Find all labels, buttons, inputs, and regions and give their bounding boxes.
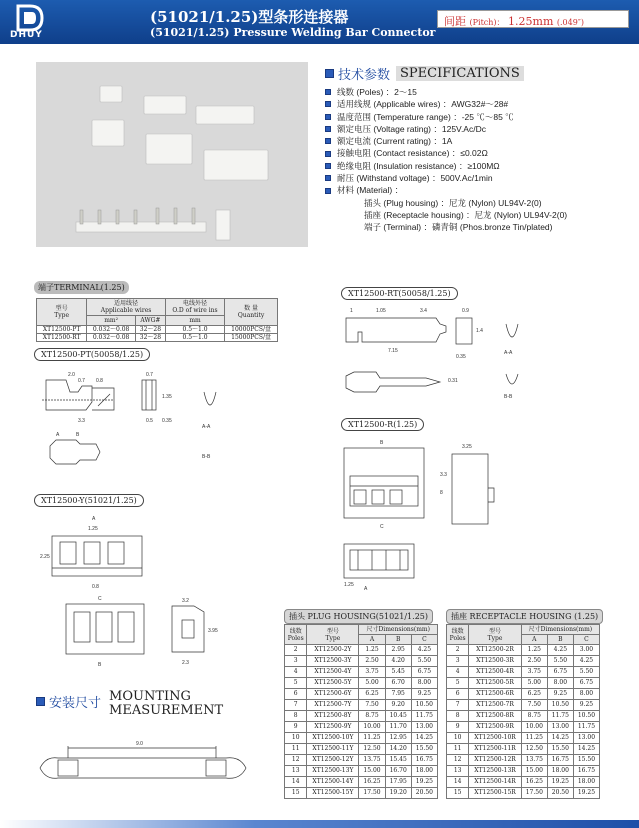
- page-title-en: (51021/1.25) Pressure Welding Bar Connector: [150, 26, 436, 39]
- mounting-heading: [36, 690, 223, 718]
- table-cell: 9.20: [385, 700, 411, 711]
- dim-label: 1.4: [476, 328, 483, 334]
- table-cell: 17.50: [359, 788, 385, 799]
- table-cell: XT12500-2R: [469, 645, 521, 656]
- y-plug-drawing: [36, 512, 236, 672]
- spec-text: 材料 (Material) ：: [337, 185, 404, 196]
- section-label: A-A: [504, 350, 513, 356]
- square-bullet-icon: [325, 69, 334, 78]
- table-cell: XT12500-8Y: [307, 711, 359, 722]
- table-row: XT12500-PT 0.032～0.08 32～28 0.5～1.0 10000PCS/盘: [37, 326, 278, 334]
- table-cell: 3: [447, 656, 469, 667]
- spec-list: [325, 86, 567, 234]
- square-bullet-icon: [325, 101, 331, 107]
- table-cell: XT12500-7Y: [307, 700, 359, 711]
- table-row: [447, 667, 600, 678]
- table-header: mm: [165, 316, 224, 326]
- table-cell: 12.50: [521, 744, 547, 755]
- section-label: B-B: [202, 454, 211, 460]
- table-row: [285, 788, 438, 799]
- table-row: [447, 711, 600, 722]
- rt-terminal-drawing: [336, 302, 536, 402]
- table-cell: 10.00: [359, 722, 385, 733]
- table-cell: 9: [447, 722, 469, 733]
- page-header: [0, 0, 639, 44]
- table-cell: 10.45: [385, 711, 411, 722]
- table-cell: 2: [447, 645, 469, 656]
- spec-title-cn: 技术参数: [338, 67, 391, 82]
- table-cell: XT12500-4R: [469, 667, 521, 678]
- table-cell: 4.25: [547, 645, 573, 656]
- table-header: 型号 Type: [469, 625, 521, 645]
- spec-item: [325, 86, 567, 98]
- table-cell: 9.25: [573, 700, 599, 711]
- table-cell: 18.00: [547, 766, 573, 777]
- dim-label: 2.0: [68, 372, 75, 378]
- table-cell: 10: [447, 733, 469, 744]
- table-cell: 6.75: [547, 667, 573, 678]
- y-label: XT12500-Y(51021/1.25): [34, 494, 144, 507]
- table-header: B: [385, 635, 411, 645]
- spec-text: 额定电压 (Voltage rating) ：125V.Ac/Dc: [337, 123, 486, 134]
- table-cell: 11.75: [411, 711, 437, 722]
- spec-text: 线数 (Poles) ：2～15: [337, 87, 417, 97]
- table-header: 数 量 Quantity: [225, 299, 278, 326]
- table-row: [285, 766, 438, 777]
- square-bullet-icon: [325, 163, 331, 169]
- table-cell: 14.20: [385, 744, 411, 755]
- table-header: 线数 Poles: [285, 625, 307, 645]
- table-cell: 15.00: [521, 766, 547, 777]
- table-cell: XT12500-3R: [469, 656, 521, 667]
- table-cell: 17.50: [521, 788, 547, 799]
- table-cell: 19.25: [547, 777, 573, 788]
- dim-label: 8: [440, 490, 443, 496]
- table-cell: 16.75: [547, 755, 573, 766]
- table-cell: XT12500-9Y: [307, 722, 359, 733]
- square-bullet-icon: [325, 175, 331, 181]
- table-cell: 4: [285, 667, 307, 678]
- material-item: 插头 (Plug housing) ：尼龙 (Nylon) UL94V-2(0): [364, 197, 542, 208]
- table-cell: XT12500-12R: [469, 755, 521, 766]
- dim-label: 0.35: [162, 418, 172, 424]
- table-cell: 11.75: [573, 722, 599, 733]
- table-cell: 10: [285, 733, 307, 744]
- table-row: [447, 788, 600, 799]
- logo-text: DHUY: [10, 30, 43, 40]
- table-cell: 20.50: [547, 788, 573, 799]
- mounting-title-en: MOUNTING: [109, 689, 191, 704]
- table-cell: 14.25: [547, 733, 573, 744]
- mounting-drawing: [36, 738, 256, 808]
- dim-label: 0.31: [448, 378, 458, 384]
- dim-label: 0.7: [146, 372, 153, 378]
- table-row: [447, 678, 600, 689]
- table-cell: 17.95: [385, 777, 411, 788]
- table-cell: 11.25: [359, 733, 385, 744]
- square-bullet-icon: [325, 151, 331, 157]
- table-cell: XT12500-7R: [469, 700, 521, 711]
- table-cell: XT12500-11R: [469, 744, 521, 755]
- table-cell: 5: [285, 678, 307, 689]
- table-cell: 13.00: [573, 733, 599, 744]
- table-cell: XT12500-13R: [469, 766, 521, 777]
- spec-text: 额定电流 (Current rating) ：1A: [337, 136, 453, 147]
- mounting-title-cn: 安装尺寸: [49, 695, 102, 710]
- dim-label: A: [92, 516, 96, 522]
- table-cell: 8.75: [359, 711, 385, 722]
- pitch-value: 1.25mm: [508, 15, 554, 28]
- table-row: [285, 656, 438, 667]
- table-cell: 5: [447, 678, 469, 689]
- pt-terminal-drawing: [34, 366, 234, 476]
- section-label: B-B: [504, 394, 513, 400]
- table-cell: 6.25: [521, 689, 547, 700]
- table-header: 尺寸Dimensions(mm): [359, 625, 438, 635]
- table-cell: 15.45: [385, 755, 411, 766]
- table-cell: 3.75: [521, 667, 547, 678]
- table-row: [447, 645, 600, 656]
- table-header: 电线外径 O.D of wire ins: [165, 299, 224, 316]
- table-row: [447, 755, 600, 766]
- table-cell: 8: [447, 711, 469, 722]
- table-header: C: [411, 635, 437, 645]
- table-header: B: [547, 635, 573, 645]
- table-cell: XT12500-5R: [469, 678, 521, 689]
- table-cell: 15: [285, 788, 307, 799]
- dim-label: B: [380, 440, 384, 446]
- table-row: [447, 777, 600, 788]
- table-cell: 13.75: [521, 755, 547, 766]
- table-cell: 9.25: [411, 689, 437, 700]
- table-cell: XT12500-10R: [469, 733, 521, 744]
- table-cell: XT12500-2Y: [307, 645, 359, 656]
- table-header: 型号 Type: [37, 299, 87, 326]
- table-cell: 20.50: [411, 788, 437, 799]
- dim-label: 0.35: [456, 354, 466, 360]
- dim-label: 1.25: [344, 582, 354, 588]
- table-row: [285, 755, 438, 766]
- specifications-heading: [325, 64, 524, 83]
- table-cell: 16.75: [573, 766, 599, 777]
- table-cell: 6: [285, 689, 307, 700]
- connector-illustration: [36, 62, 308, 247]
- table-cell: 4.25: [411, 645, 437, 656]
- pitch-label: (Pitch)：: [469, 18, 505, 27]
- spec-title-en: SPECIFICATIONS: [396, 66, 524, 81]
- pitch-cn: 间距: [444, 15, 466, 28]
- square-bullet-icon: [325, 89, 331, 95]
- table-header: 线数 Poles: [447, 625, 469, 645]
- dim-label: 3.25: [462, 444, 472, 450]
- table-cell: 6.25: [359, 689, 385, 700]
- table-cell: 7.50: [521, 700, 547, 711]
- table-header: A: [359, 635, 385, 645]
- table-cell: 3: [285, 656, 307, 667]
- table-cell: 8.75: [521, 711, 547, 722]
- table-cell: XT12500-5Y: [307, 678, 359, 689]
- table-cell: XT12500-12Y: [307, 755, 359, 766]
- table-cell: 7.50: [359, 700, 385, 711]
- table-cell: 13.00: [411, 722, 437, 733]
- table-cell: 12.50: [359, 744, 385, 755]
- dim-label: C: [98, 596, 102, 602]
- table-cell: 5.00: [521, 678, 547, 689]
- terminal-heading: 端子TERMINAL(1.25): [34, 281, 129, 294]
- spec-text: 耐压 (Withstand voltage) ：500V.Ac/1min: [337, 173, 493, 184]
- dim-label: 0.5: [146, 418, 153, 424]
- table-cell: 3.75: [359, 667, 385, 678]
- table-cell: 14: [285, 777, 307, 788]
- material-item: 端子 (Terminal) ：磷青铜 (Phos.bronze Tin/plated): [364, 222, 553, 233]
- table-row: [285, 678, 438, 689]
- table-row: [447, 689, 600, 700]
- table-cell: 7.95: [385, 689, 411, 700]
- table-cell: XT12500-6Y: [307, 689, 359, 700]
- table-cell: 5.45: [385, 667, 411, 678]
- spec-item: [325, 184, 567, 196]
- table-cell: 12: [285, 755, 307, 766]
- table-cell: 19.25: [573, 788, 599, 799]
- table-cell: 6: [447, 689, 469, 700]
- table-row: [285, 667, 438, 678]
- dim-label: 3.95: [208, 628, 218, 634]
- spec-item: [325, 98, 567, 110]
- table-cell: 2.95: [385, 645, 411, 656]
- table-cell: 6.70: [385, 678, 411, 689]
- table-row: [285, 700, 438, 711]
- dim-label: 3.3: [78, 418, 85, 424]
- dim-label: 0.8: [96, 378, 103, 384]
- spec-item: [325, 123, 567, 135]
- table-row: [447, 733, 600, 744]
- dim-label: 9.0: [136, 741, 143, 747]
- table-cell: 16.25: [359, 777, 385, 788]
- table-cell: 10.50: [411, 700, 437, 711]
- table-cell: 16.70: [385, 766, 411, 777]
- table-cell: 19.20: [385, 788, 411, 799]
- dim-label: 0.7: [78, 378, 85, 384]
- table-cell: 6.75: [411, 667, 437, 678]
- table-cell: 15.50: [547, 744, 573, 755]
- table-cell: 13.00: [547, 722, 573, 733]
- table-cell: 8.00: [547, 678, 573, 689]
- dim-label: A: [364, 586, 368, 592]
- table-header: 型号 Type: [307, 625, 359, 645]
- dim-label: 3.2: [182, 598, 189, 604]
- table-header: mm²: [87, 316, 136, 326]
- table-row: [285, 722, 438, 733]
- dim-label: 1: [350, 308, 353, 314]
- r-receptacle-drawing: [336, 436, 536, 596]
- footer-bar: [0, 820, 639, 828]
- square-bullet-icon: [325, 114, 331, 120]
- table-cell: XT12500-15Y: [307, 788, 359, 799]
- table-row: [447, 766, 600, 777]
- table-cell: 15.50: [573, 755, 599, 766]
- table-cell: 5.00: [359, 678, 385, 689]
- table-cell: XT12500-14R: [469, 777, 521, 788]
- table-cell: 9.25: [547, 689, 573, 700]
- table-cell: 14.25: [573, 744, 599, 755]
- dim-label: 1.35: [162, 394, 172, 400]
- section-label: A-A: [202, 424, 211, 430]
- table-header: A: [521, 635, 547, 645]
- table-cell: 12.95: [385, 733, 411, 744]
- table-cell: XT12500-3Y: [307, 656, 359, 667]
- table-cell: 11.70: [385, 722, 411, 733]
- dim-label: 1.25: [88, 526, 98, 532]
- dim-label: 0.8: [92, 584, 99, 590]
- table-cell: 11: [285, 744, 307, 755]
- spec-text: 绝缘电阻 (Insulation resistance) ：≥100MΩ: [337, 160, 500, 171]
- table-cell: 7: [285, 700, 307, 711]
- table-row: [285, 645, 438, 656]
- mounting-title-en: MEASUREMENT: [109, 703, 224, 718]
- table-cell: 2: [285, 645, 307, 656]
- table-row: [285, 744, 438, 755]
- table-cell: 4.20: [385, 656, 411, 667]
- table-cell: 8: [285, 711, 307, 722]
- table-cell: XT12500-13Y: [307, 766, 359, 777]
- spec-text: 接触电阻 (Contact resistance) ：≤0.02Ω: [337, 148, 488, 159]
- page-title-cn: (51021/1.25)型条形连接器: [150, 8, 349, 26]
- r-label: XT12500-R(1.25): [341, 418, 424, 431]
- dim-label: 0.9: [462, 308, 469, 314]
- table-cell: 6.75: [573, 678, 599, 689]
- spec-text: 适用线规 (Applicable wires) ：AWG32#～28#: [337, 99, 509, 110]
- table-cell: 8.00: [411, 678, 437, 689]
- table-cell: 5.50: [573, 667, 599, 678]
- table-cell: XT12500-8R: [469, 711, 521, 722]
- table-row: [285, 689, 438, 700]
- spec-item: [325, 160, 567, 172]
- table-cell: 16.25: [521, 777, 547, 788]
- table-cell: 1.25: [359, 645, 385, 656]
- table-row: [447, 744, 600, 755]
- table-cell: 18.00: [573, 777, 599, 788]
- table-cell: 1.25: [521, 645, 547, 656]
- table-cell: XT12500-10Y: [307, 733, 359, 744]
- spec-text: 温度范围 (Temperature range) ：-25 ℃～85 ℃: [337, 111, 514, 122]
- table-cell: 5.50: [411, 656, 437, 667]
- dim-label: 1.05: [376, 308, 386, 314]
- material-item: 插座 (Receptacle housing) ：尼龙 (Nylon) UL94V-2(0): [364, 209, 568, 220]
- dim-label: 2.25: [40, 554, 50, 560]
- pt-label: XT12500-PT(50058/1.25): [34, 348, 150, 361]
- plug-housing-heading: 插头 PLUG HOUSING(51021/1.25): [284, 609, 433, 624]
- table-cell: 13.75: [359, 755, 385, 766]
- table-cell: XT12500-11Y: [307, 744, 359, 755]
- table-row: [447, 700, 600, 711]
- table-cell: XT12500-6R: [469, 689, 521, 700]
- dim-label: B: [98, 662, 102, 668]
- terminal-table: [36, 298, 278, 342]
- table-cell: 18.00: [411, 766, 437, 777]
- receptacle-housing-heading: 插座 RECEPTACLE HOUSING (1.25): [446, 609, 603, 624]
- dim-label: C: [380, 524, 384, 530]
- table-cell: 5.50: [547, 656, 573, 667]
- spec-item: [325, 147, 567, 159]
- table-cell: 13: [285, 766, 307, 777]
- spec-item: [325, 135, 567, 147]
- table-cell: 19.25: [411, 777, 437, 788]
- table-cell: 7: [447, 700, 469, 711]
- square-bullet-icon: [36, 697, 45, 706]
- table-header: 适用线径 Applicable wires: [87, 299, 166, 316]
- table-cell: XT12500-9R: [469, 722, 521, 733]
- table-row: [285, 733, 438, 744]
- dim-label: 3.3: [440, 472, 447, 478]
- table-row: [447, 722, 600, 733]
- table-row: [285, 711, 438, 722]
- table-cell: 2.50: [359, 656, 385, 667]
- table-row: [285, 777, 438, 788]
- table-cell: 15: [447, 788, 469, 799]
- dim-label: 3.4: [420, 308, 427, 314]
- table-cell: 10.50: [547, 700, 573, 711]
- table-cell: 13: [447, 766, 469, 777]
- pitch-badge: [437, 10, 629, 28]
- table-cell: 15.50: [411, 744, 437, 755]
- square-bullet-icon: [325, 126, 331, 132]
- table-row: [447, 656, 600, 667]
- table-cell: XT12500-14Y: [307, 777, 359, 788]
- table-header: 尺寸Dimensions(mm): [521, 625, 599, 635]
- table-cell: 14.25: [411, 733, 437, 744]
- plug-housing-table: [284, 624, 438, 799]
- spec-item: [325, 172, 567, 184]
- table-row: XT12500-RT 0.032～0.08 32～28 0.5～1.0 15000PCS/盘: [37, 334, 278, 342]
- spec-item: [325, 111, 567, 123]
- table-header: AWG#: [135, 316, 165, 326]
- table-cell: 11: [447, 744, 469, 755]
- table-cell: XT12500-4Y: [307, 667, 359, 678]
- table-header: C: [573, 635, 599, 645]
- table-cell: 2.50: [521, 656, 547, 667]
- product-photo: [36, 62, 308, 247]
- table-cell: XT12500-15R: [469, 788, 521, 799]
- table-cell: 4.25: [573, 656, 599, 667]
- table-cell: 11.25: [521, 733, 547, 744]
- pitch-inch: (.049″): [556, 18, 584, 27]
- table-cell: 11.75: [547, 711, 573, 722]
- square-bullet-icon: [325, 138, 331, 144]
- square-bullet-icon: [325, 188, 331, 194]
- table-cell: 10.00: [521, 722, 547, 733]
- table-cell: 8.00: [573, 689, 599, 700]
- table-cell: 9: [285, 722, 307, 733]
- section-marker: B: [76, 432, 80, 438]
- dim-label: 7.15: [388, 348, 398, 354]
- receptacle-housing-table: [446, 624, 600, 799]
- section-marker: A: [56, 432, 60, 438]
- table-cell: 10.50: [573, 711, 599, 722]
- table-cell: 3.00: [573, 645, 599, 656]
- rt-label: XT12500-RT(50058/1.25): [341, 287, 458, 300]
- table-cell: 15.00: [359, 766, 385, 777]
- table-cell: 4: [447, 667, 469, 678]
- table-cell: 14: [447, 777, 469, 788]
- dim-label: 2.3: [182, 660, 189, 666]
- table-cell: 12: [447, 755, 469, 766]
- table-cell: 16.75: [411, 755, 437, 766]
